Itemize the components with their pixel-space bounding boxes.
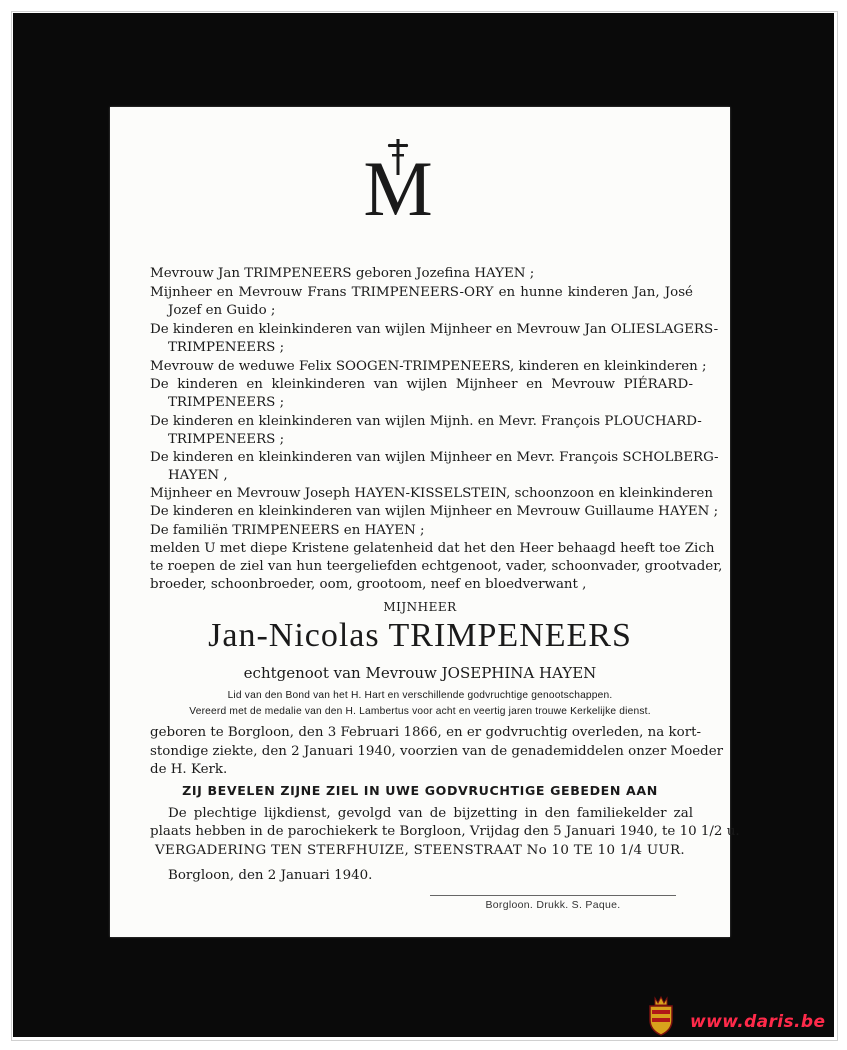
mourner-line: De kinderen en kleinkinderen van wijlen Mijnh. en Mevr. François PLOUCHARD-	[150, 414, 702, 429]
mourner-line: TRIMPENEERS ;	[168, 340, 285, 355]
mourner-line: Mevrouw de weduwe Felix SOOGEN-TRIMPENEERS, kinderen en kleinkinderen ;	[150, 359, 707, 374]
printer-rule	[430, 895, 676, 896]
memorial-card	[110, 107, 740, 937]
funeral-line: De plechtige lijkdienst, gevolgd van de bijzetting in den familiekelder zal	[168, 806, 693, 821]
mourner-line: TRIMPENEERS ;	[168, 395, 285, 410]
announcement-line: melden U met diepe Kristene gelatenheid dat het den Heer behaagd heeft toe Zich	[150, 541, 715, 556]
birth-death-line: stondige ziekte, den 2 Januari 1940, voorzien van de genademiddelen onzer Moeder	[150, 744, 724, 759]
crest-shield-icon	[646, 996, 676, 1036]
funeral-line: plaats hebben in de parochiekerk te Borgloon, Vrijdag den 5 Januari 1940, te 10 1/2 u.	[150, 824, 740, 839]
mourner-line: HAYEN ,	[168, 468, 228, 483]
mourner-line: De kinderen en kleinkinderen van wijlen Mijnheer en Mevrouw Guillaume HAYEN ;	[150, 504, 719, 519]
birth-death-line: geboren te Borgloon, den 3 Februari 1866, en er godvruchtig overleden, na kort-	[150, 725, 702, 740]
membership-line: Lid van den Bond van het H. Hart en verschillende godvruchtige genootschappen.	[227, 690, 613, 701]
monogram-letter: M	[363, 145, 433, 219]
prayer-request: ZIJ BEVELEN ZIJNE ZIEL IN UWE GODVRUCHTIGE GEBEDEN AAN	[182, 783, 658, 798]
announcement-line: broeder, schoonbroeder, oom, grootoom, neef en bloedverwant ,	[150, 577, 587, 592]
announcement-line: te roepen de ziel van hun teergeliefden echtgenoot, vader, schoonvader, grootvader,	[150, 559, 723, 574]
meeting-line: VERGADERING TEN STERFHUIZE, STEENSTRAAT No 10 TE 10 1/4 UUR.	[155, 843, 685, 858]
mourner-line: De kinderen en kleinkinderen van wijlen Mijnheer en Mevrouw PIÉRARD-	[150, 377, 693, 392]
watermark-link[interactable]: www.daris.be	[690, 1012, 826, 1032]
place-date: Borgloon, den 2 Januari 1940.	[168, 868, 373, 883]
title-prefix: MIJNHEER	[383, 600, 457, 614]
mourner-line: Mijnheer en Mevrouw Joseph HAYEN-KISSELSTEIN, schoonzoon en kleinkinderen	[150, 486, 713, 501]
cross-monogram-icon	[358, 139, 438, 219]
mourner-line: TRIMPENEERS ;	[168, 432, 285, 447]
mourner-line: De familiën TRIMPENEERS en HAYEN ;	[150, 523, 425, 538]
honor-line: Vereerd met de medalie van den H. Lambertus voor acht en veertig jaren trouwe Kerkelijke dienst.	[189, 706, 651, 717]
mourner-line: Mijnheer en Mevrouw Frans TRIMPENEERS-ORY en hunne kinderen Jan, José	[150, 285, 693, 300]
mourner-line: Jozef en Guido ;	[168, 303, 276, 318]
mourner-line: De kinderen en kleinkinderen van wijlen Mijnheer en Mevr. François SCHOLBERG-	[150, 450, 719, 465]
mourner-line: De kinderen en kleinkinderen van wijlen Mijnheer en Mevrouw Jan OLIESLAGERS-	[150, 322, 719, 337]
mourner-line: Mevrouw Jan TRIMPENEERS geboren Jozefina HAYEN ;	[150, 266, 535, 281]
spouse-line: echtgenoot van Mevrouw JOSEPHINA HAYEN	[243, 664, 597, 682]
printer-credit: Borgloon. Drukk. S. Paque.	[485, 899, 621, 911]
birth-death-line: de H. Kerk.	[150, 762, 228, 777]
deceased-name: Jan-Nicolas TRIMPENEERS	[208, 617, 632, 654]
